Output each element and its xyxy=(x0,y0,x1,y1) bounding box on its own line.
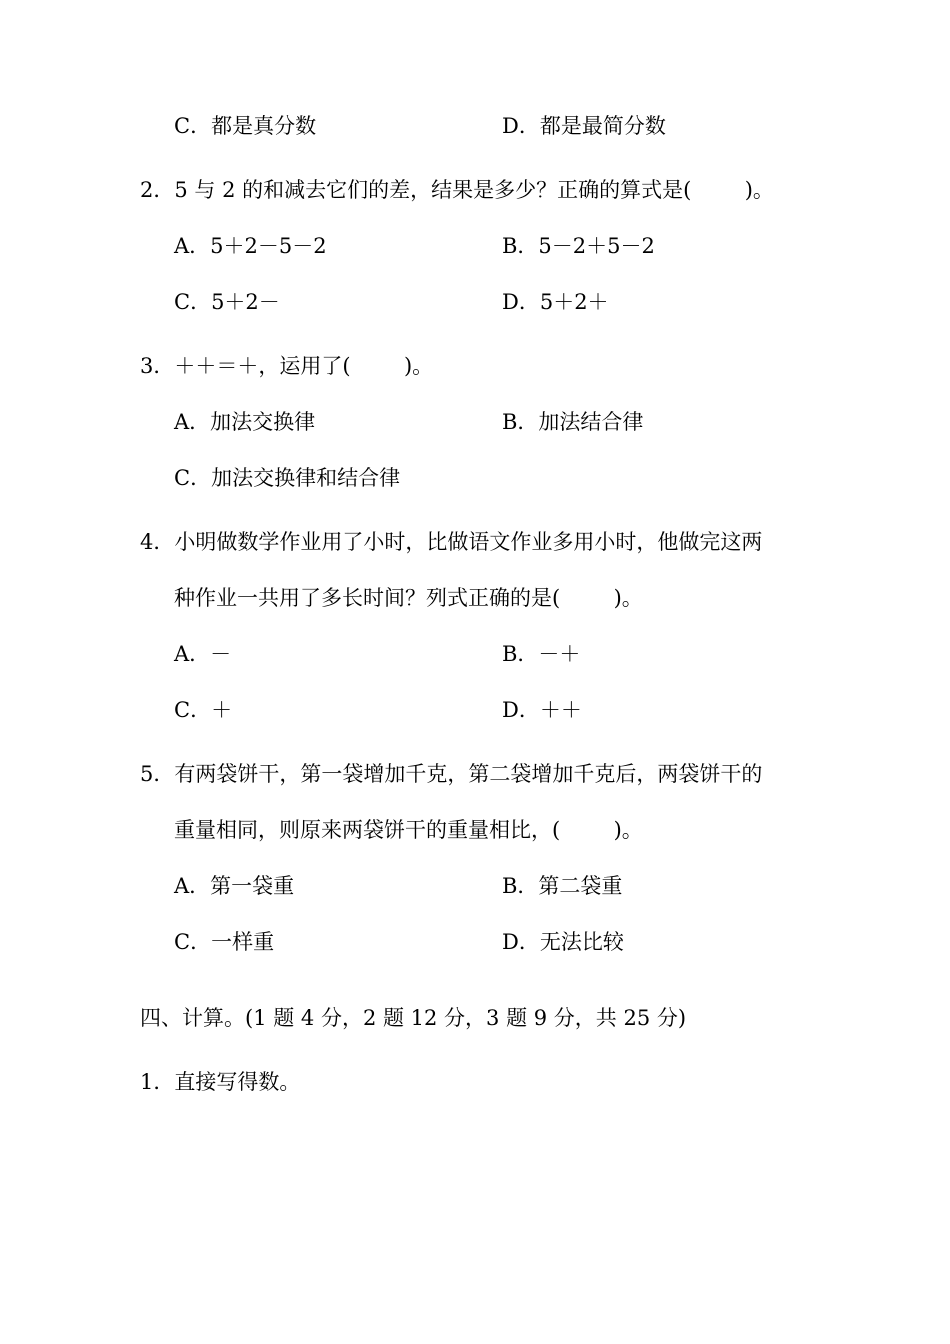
option-c: C．5＋2－ xyxy=(174,290,280,314)
question-4-options-row-2 xyxy=(140,694,830,724)
option-c: C．都是真分数 xyxy=(174,114,317,138)
option-a: A．5＋2－5－2 xyxy=(174,234,327,258)
question-2-options-row-1 xyxy=(140,230,830,260)
section-four-item-1: 1．直接写得数。 xyxy=(140,1070,301,1094)
question-2-stem: 2．5 与 2 的和减去它们的差，结果是多少？正确的算式是( )。 xyxy=(140,178,774,202)
option-c: C．＋ xyxy=(174,698,233,722)
question-3-options-row-1 xyxy=(140,406,830,436)
option-d: D．都是最简分数 xyxy=(502,114,666,138)
question-2-options-row-2 xyxy=(140,286,830,316)
option-a: A．－ xyxy=(174,642,232,666)
option-b: B．加法结合律 xyxy=(502,410,644,434)
question-4-stem-line-1: 4．小明做数学作业用了小时，比做语文作业多用小时，他做完这两 xyxy=(140,530,763,554)
option-b: B．5－2＋5－2 xyxy=(502,234,655,258)
option-c: C．加法交换律和结合律 xyxy=(174,466,401,490)
option-d: D．＋＋ xyxy=(502,698,582,722)
option-a: A．第一袋重 xyxy=(174,874,295,898)
question-3-options-row-2 xyxy=(140,462,830,492)
question-5-options-row-1 xyxy=(140,870,830,900)
question-5 xyxy=(140,758,830,956)
question-4-options-row-1 xyxy=(140,638,830,668)
option-a: A．加法交换律 xyxy=(174,410,316,434)
question-5-stem-line-2: 重量相同，则原来两袋饼干的重量相比，( )。 xyxy=(174,818,643,842)
option-b: B．－＋ xyxy=(502,642,581,666)
option-d: D．5＋2＋ xyxy=(502,290,609,314)
question-1-options-row xyxy=(140,110,830,140)
section-heading-four: 四、计算。(1 题 4 分，2 题 12 分，3 题 9 分，共 25 分) xyxy=(140,1006,687,1030)
option-b: B．第二袋重 xyxy=(502,874,623,898)
option-d: D．无法比较 xyxy=(502,930,624,954)
question-2 xyxy=(140,174,830,316)
question-4-stem-line-2: 种作业一共用了多长时间？列式正确的是( )。 xyxy=(174,586,643,610)
question-5-options-row-2 xyxy=(140,926,830,956)
option-c: C．一样重 xyxy=(174,930,275,954)
question-4 xyxy=(140,526,830,724)
question-5-stem-line-1: 5．有两袋饼干，第一袋增加千克，第二袋增加千克后，两袋饼干的 xyxy=(140,762,763,786)
question-3 xyxy=(140,350,830,492)
question-3-stem: 3．＋＋＝＋，运用了( )。 xyxy=(140,354,434,378)
